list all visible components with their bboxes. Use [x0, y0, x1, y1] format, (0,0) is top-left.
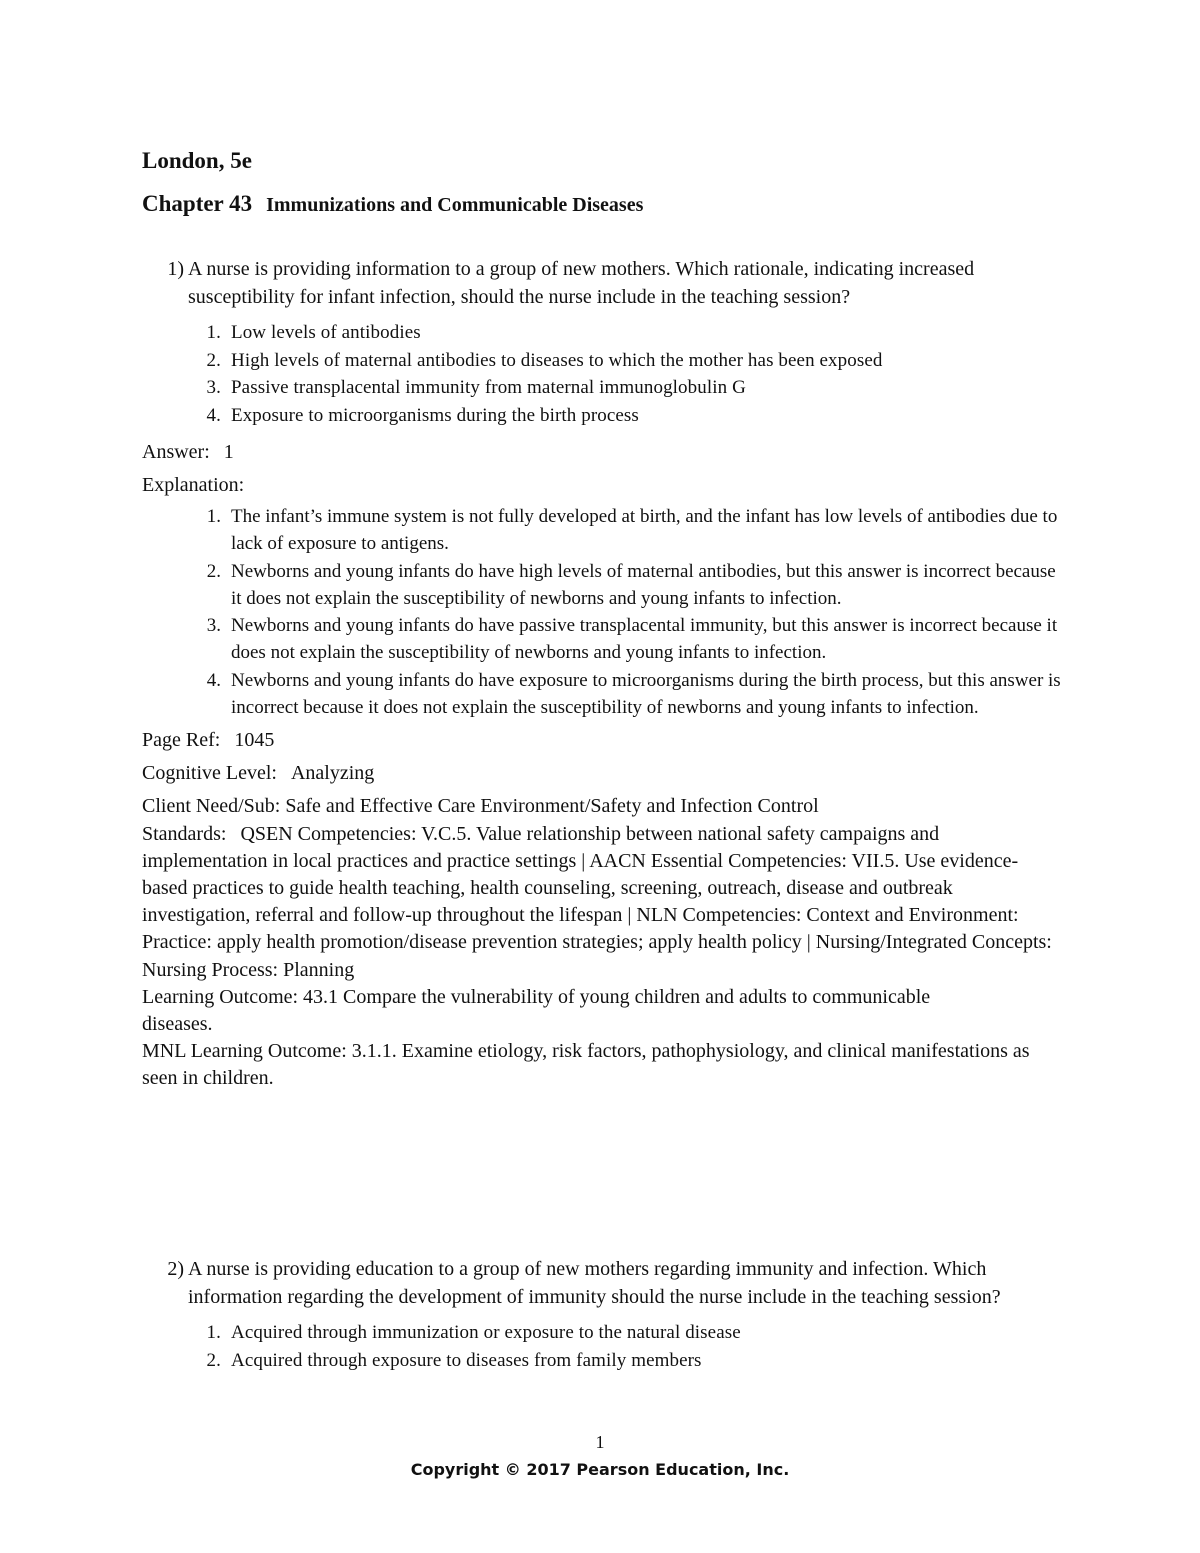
explanation-text: Newborns and young infants do have exposure to microorganisms during the birth process, but this answer is incorrect because it does not explain the susceptibility of newborns and young infants to infection. — [231, 669, 1061, 719]
option-text: Acquired through exposure to diseases from family members — [231, 1349, 702, 1371]
question-text: A nurse is providing information to a group of new mothers. Which rationale, indicating increased susceptibility for infant infection, should the nurse include in the teaching session? — [188, 258, 975, 308]
standards — [142, 821, 1057, 984]
option-text: Acquired through immunization or exposure to the natural disease — [231, 1322, 741, 1343]
option-item — [142, 1347, 1062, 1375]
option-item — [142, 347, 1062, 375]
option-item — [142, 402, 1062, 430]
option-number: 1. — [206, 322, 221, 343]
question-2 — [142, 1256, 1062, 1374]
cognitive-level-line — [142, 760, 1062, 787]
explanation-text: Newborns and young infants do have passive transplacental immunity, but this answer is incorrect because it does not explain the susceptibility of newborns and young infants to infection. — [231, 615, 1058, 664]
explanation-item — [142, 558, 1062, 613]
question-stem — [142, 256, 1062, 311]
mnl-learning-outcome: MNL Learning Outcome: 3.1.1. Examine etiology, risk factors, pathophysiology, and clinical manifestations as seen in children. — [142, 1040, 1030, 1090]
question-1 — [142, 256, 1062, 1093]
learning-outcome: Learning Outcome: 43.1 Compare the vulnerability of young children and adults to communicable diseases. — [142, 985, 931, 1035]
option-number: 2. — [206, 1349, 221, 1371]
explanation-text: The infant’s immune system is not fully developed at birth, and the infant has low levels of antibodies due to lack of exposure to antigens. — [231, 506, 1058, 555]
option-text: Exposure to microorganisms during the birth process — [231, 404, 639, 426]
option-item — [142, 374, 1062, 402]
explanation-text: Newborns and young infants do have high levels of maternal antibodies, but this answer is incorrect because it does not explain the susceptibility of newborns and young infants to infection. — [231, 560, 1056, 609]
explanation-label: Explanation: — [142, 474, 245, 496]
option-number: 1. — [206, 1322, 221, 1343]
explanation-number: 2. — [206, 560, 221, 582]
explanation-number: 4. — [206, 669, 221, 691]
copyright-notice: Copyright © 2017 Pearson Education, Inc. — [410, 1460, 790, 1479]
explanation-item — [142, 503, 1062, 558]
option-item — [142, 1319, 1062, 1347]
option-item — [142, 319, 1062, 347]
cognitive-label: Cognitive Level: — [142, 762, 277, 785]
answer-label: Answer: — [142, 441, 210, 463]
answer-value: 1 — [223, 441, 234, 463]
chapter-label: Chapter 43 — [142, 191, 253, 216]
option-text: High levels of maternal antibodies to diseases to which the mother has been exposed — [231, 349, 883, 371]
question-stem — [142, 1256, 1062, 1311]
standards-label: Standards: — [142, 822, 227, 845]
chapter-heading — [142, 191, 643, 217]
option-number: 3. — [206, 377, 221, 398]
cognitive-value: Analyzing — [290, 762, 375, 785]
page-ref-value: 1045 — [234, 729, 275, 752]
question-number: 1) — [167, 258, 184, 280]
explanation-number: 3. — [206, 615, 221, 637]
page-ref-label: Page Ref: — [142, 729, 221, 752]
answer-options — [142, 1319, 1062, 1374]
option-text: Low levels of antibodies — [231, 322, 421, 343]
chapter-title: Immunizations and Communicable Diseases — [266, 194, 644, 216]
question-number: 2) — [167, 1258, 184, 1280]
page-number: 1 — [595, 1432, 605, 1452]
explanation-item — [142, 612, 1062, 667]
option-number: 2. — [206, 349, 221, 371]
question-text: A nurse is providing education to a group of new mothers regarding immunity and infection. Which information regarding the development of immunity should the nurse include in the teaching session? — [188, 1258, 1001, 1308]
explanation-number: 1. — [206, 506, 221, 527]
option-text: Passive transplacental immunity from maternal immunoglobulin G — [231, 377, 746, 398]
answer-line — [142, 439, 1062, 466]
page-ref-line — [142, 727, 1062, 754]
standards-text: QSEN Competencies: V.C.5. Value relationship between national safety campaigns and implementation in local practices and practice settings | AACN Essential Competencies: VII.5. Use evidence-based practices to guide health teaching, health counseling, screening, outreach, disease and outbreak investigation, referral and follow-up throughout the lifespan | NLN Competencies: Context and Environment: Practice: apply health promotion/disease prevention strategies; apply health policy | Nursing/Integrated Concepts: Nursing Process: Planning — [142, 822, 1052, 981]
option-number: 4. — [206, 404, 221, 426]
explanation-list — [142, 503, 1062, 721]
client-need: Client Need/Sub: Safe and Effective Care Environment/Safety and Infection Control — [142, 795, 819, 818]
book-title: London, 5e — [142, 148, 252, 173]
explanation-item — [142, 667, 1062, 722]
answer-options — [142, 319, 1062, 429]
